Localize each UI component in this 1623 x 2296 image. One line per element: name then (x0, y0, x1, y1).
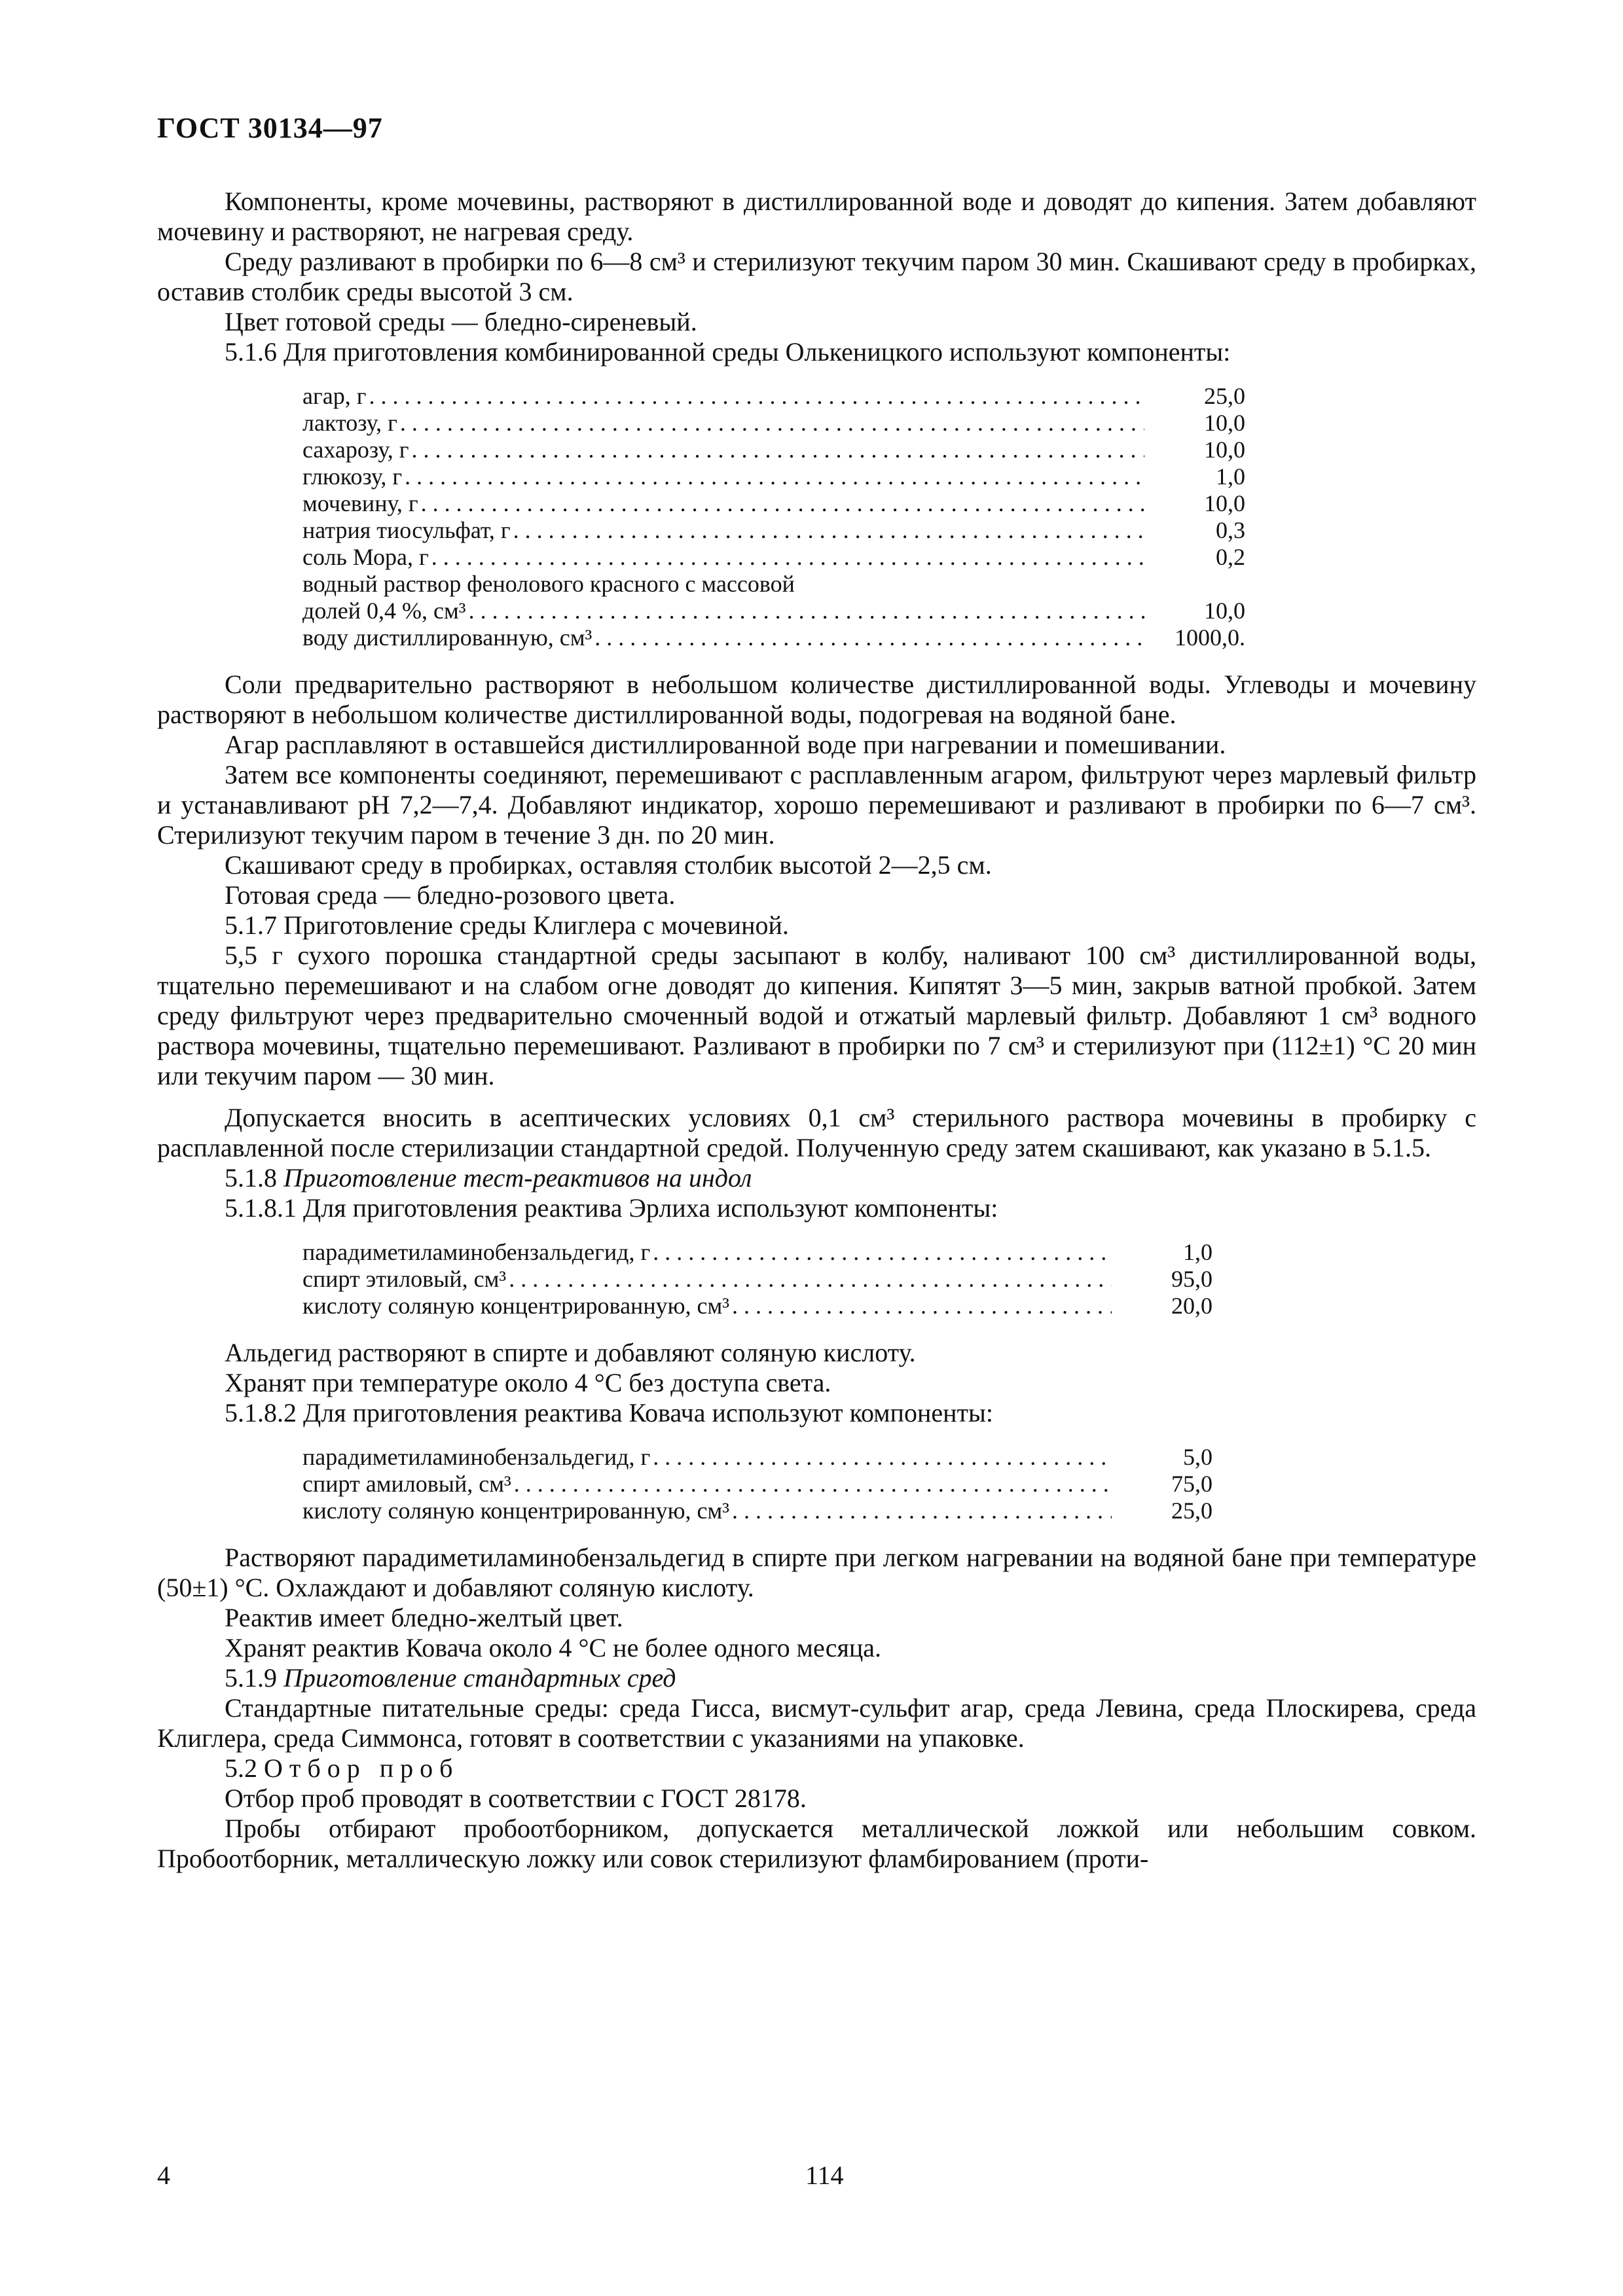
list-item: агар, г . . . 25,0 (302, 383, 1245, 410)
list-item: сахарозу, г . . . 10,0 (302, 437, 1245, 463)
list-item: мочевину, г . . . 10,0 (302, 490, 1245, 517)
paragraph: Альдегид растворяют в спирте и добавляют соляную кислоту. (225, 1338, 916, 1367)
section-5-1-9: 5.1.9 Приготовление стандартных сред (225, 1663, 676, 1693)
list-item: воду дистиллированную, см³ . . . 1000,0. (302, 624, 1245, 651)
paragraph: Пробы отбирают пробоотборником, допускается металлической ложкой или небольшим совком. Пробоотборник, металлическую ложку или совок стерилизуют фламбированием (проти- (157, 1814, 1476, 1873)
section-5-1-8-2: 5.1.8.2 Для приготовления реактива Ковача используют компоненты: (225, 1398, 993, 1427)
paragraph: Растворяют парадиметиламинобензальдегид в спирте при легком нагревании на водяной бане при температуре (50±1) °С. Охлаждают и добавляют соляную кислоту. (157, 1543, 1476, 1602)
page-number-left: 4 (157, 2161, 170, 2190)
paragraph: Реактив имеет бледно-желтый цвет. (225, 1603, 623, 1632)
list-item: спирт этиловый, см³ . . . 95,0 (302, 1266, 1213, 1293)
paragraph: Хранят при температуре около 4 °С без доступа света. (225, 1368, 831, 1397)
components-list-kovacs (302, 1444, 1213, 1524)
section-5-1-7: 5.1.7 Приготовление среды Клиглера с мочевиной. (225, 910, 789, 940)
list-item: кислоту соляную концентрированную, см³ . . . 20,0 (302, 1293, 1213, 1319)
document-body (157, 187, 1476, 1874)
list-item: кислоту соляную концентрированную, см³ . . . 25,0 (302, 1498, 1213, 1524)
paragraph: Готовая среда — бледно-розового цвета. (225, 880, 676, 910)
paragraph: Затем все компоненты соединяют, перемешивают с расплавленным агаром, фильтруют через марлевый фильтр и устанавливают рН 7,2—7,4. Добавляют индикатор, хорошо перемешивают и разливают в пробирки по 6—7 см³. Стерилизуют текучим паром в течение 3 дн. по 20 мин. (157, 760, 1476, 850)
paragraph: Среду разливают в пробирки по 6—8 см³ и стерилизуют текучим паром 30 мин. Скашивают среду в пробирках, оставив столбик среды высотой 3 см. (157, 247, 1476, 306)
components-list-olkenitsky (302, 383, 1245, 651)
paragraph: Цвет готовой среды — бледно-сиреневый. (225, 307, 697, 336)
list-item: парадиметиламинобензальдегид, г . . . 5,0 (302, 1444, 1213, 1471)
components-list-ehrlich (302, 1239, 1213, 1319)
paragraph: 5,5 г сухого порошка стандартной среды засыпают в колбу, наливают 100 см³ дистиллированной воды, тщательно перемешивают и на слабом огне доводят до кипения. Кипятят 3—5 мин, закрыв ватной пробкой. Затем среду фильтруют через предварительно смоченный водой и отжатый марлевый фильтр. Добавляют 1 см³ водного раствора мочевины, тщательно перемешивают. Разливают в пробирки по 7 см³ и стерилизуют при (112±1) °С 20 мин или текучим паром — 30 мин. (157, 941, 1476, 1090)
page-number-center: 114 (805, 2161, 844, 2190)
section-5-1-8: 5.1.8 Приготовление тест-реактивов на индол (225, 1163, 752, 1193)
paragraph: Допускается вносить в асептических условиях 0,1 см³ стерильного раствора мочевины в пробирку с расплавленной после стерилизации стандартной средой. Полученную среду затем скашивают, как указано в 5.1.5. (157, 1103, 1476, 1162)
paragraph: Хранят реактив Ковача около 4 °С не более одного месяца. (225, 1633, 882, 1662)
list-item: натрия тиосульфат, г . . . 0,3 (302, 517, 1245, 544)
list-item: лактозу, г . . . 10,0 (302, 410, 1245, 437)
paragraph: Стандартные питательные среды: среда Гисса, висмут-сульфит агар, среда Левина, среда Плоскирева, среда Клиглера, среда Симмонса, готовят в соответствии с указаниями на упаковке. (157, 1693, 1476, 1753)
list-item-continuation: водный раствор фенолового красного с массовой (302, 571, 795, 597)
section-5-1-6: 5.1.6 Для приготовления комбинированной среды Олькеницкого используют компоненты: (225, 337, 1231, 367)
paragraph: Соли предварительно растворяют в небольшом количестве дистиллированной воды. Углеводы и мочевину растворяют в небольшом количестве дистиллированной воды, подогревая на водяной бане. (157, 670, 1476, 729)
paragraph: Отбор проб проводят в соответствии с ГОСТ 28178. (225, 1784, 807, 1813)
list-item: долей 0,4 %, см³ . . . 10,0 (302, 598, 1245, 624)
section-5-1-8-1: 5.1.8.1 Для приготовления реактива Эрлиха используют компоненты: (225, 1193, 998, 1223)
document-header: ГОСТ 30134—97 (157, 112, 383, 144)
paragraph: Компоненты, кроме мочевины, растворяют в дистиллированной воде и доводят до кипения. Затем добавляют мочевину и растворяют, не нагревая среду. (157, 187, 1476, 246)
paragraph: Скашивают среду в пробирках, оставляя столбик высотой 2—2,5 см. (225, 850, 992, 880)
section-5-2: 5.2 Отбор проб (225, 1753, 460, 1783)
list-item: спирт амиловый, см³ . . . 75,0 (302, 1471, 1213, 1498)
list-item: парадиметиламинобензальдегид, г . . . 1,0 (302, 1239, 1213, 1266)
list-item: соль Мора, г . . . 0,2 (302, 544, 1245, 571)
list-item: глюкозу, г . . . 1,0 (302, 463, 1245, 490)
paragraph: Агар расплавляют в оставшейся дистиллированной воде при нагревании и помешивании. (225, 730, 1226, 759)
